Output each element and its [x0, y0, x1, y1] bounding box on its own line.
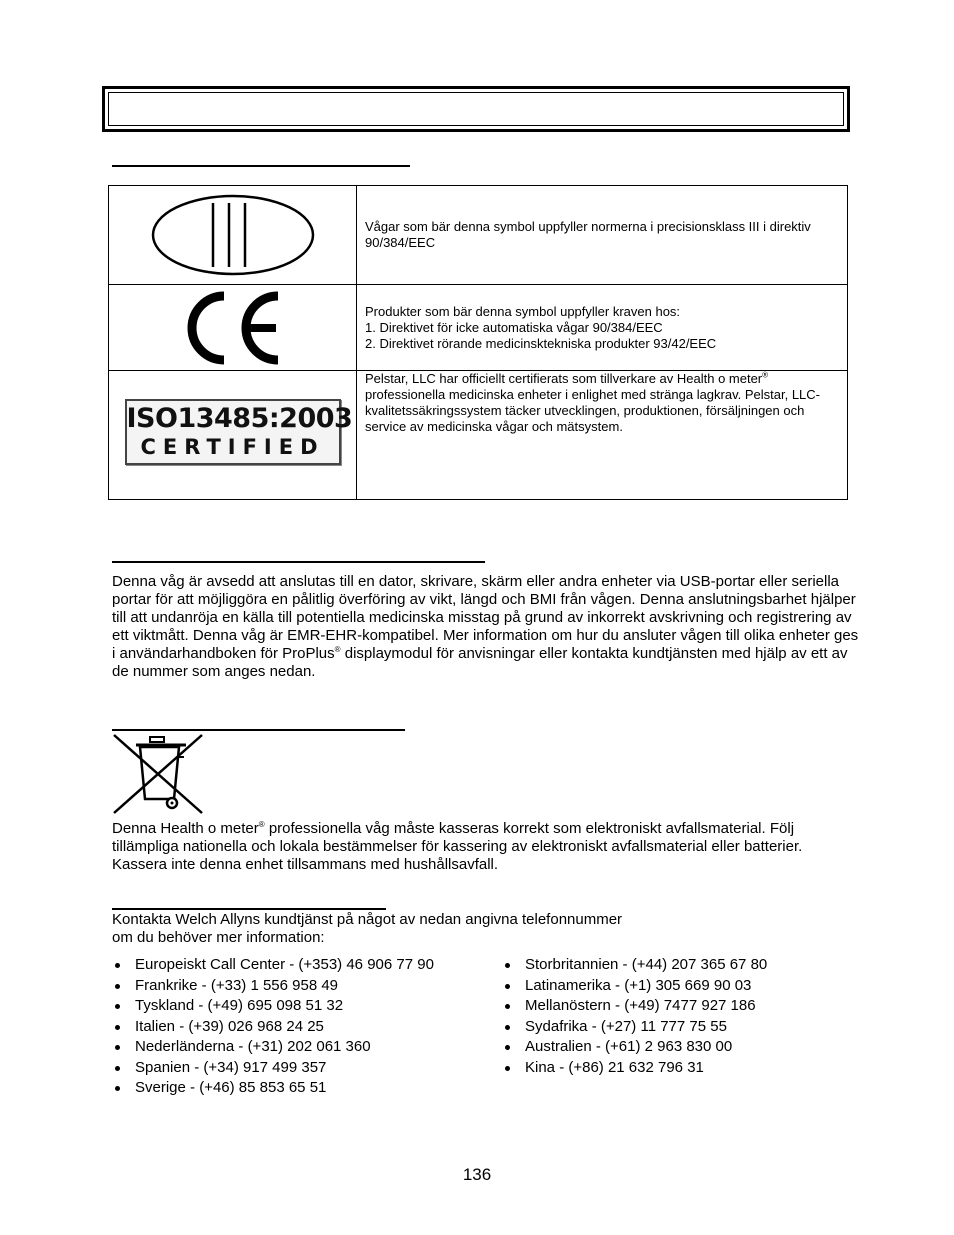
registered-mark: ®: [334, 645, 341, 654]
list-item: Sydafrika - (+27) 11 777 75 55: [502, 1017, 767, 1038]
section-heading-rule-symbols: [112, 165, 410, 167]
connectivity-text: displaymodul för anvisningar eller kontakta kundtjänsten med hjälp av ett av de nummer som anges nedan.: [112, 645, 848, 680]
list-item: Sverige - (+46) 85 853 65 51: [112, 1078, 434, 1099]
symbol-description-line: Vågar som bär denna symbol uppfyller normerna i precisionsklass III i direktiv 90/384/EEC: [365, 219, 811, 250]
symbol-description-text: professionella medicinska enheter i enlighet med stränga lagkrav. Pelstar, LLC-kvalitetssäkringssystem täcker utvecklingen, produktionen, försäljningen och service av medicinska vågar och mätsystem.: [365, 387, 820, 434]
table-row: [109, 285, 848, 371]
ce-mark-icon: [178, 290, 288, 366]
list-item: Europeiskt Call Center - (+353) 46 906 77 90: [112, 955, 434, 976]
symbol-description-line: 2. Direktivet rörande medicinsktekniska produkter 93/42/EEC: [365, 335, 717, 351]
connectivity-text: Denna våg är avsedd att anslutas till en dator, skrivare, skärm eller andra enheter via USB-portar eller seriella portar för att möjliggöra en pålitlig överföring av vikt, längd och BMI från vågen. Denna anslutningsbarhet hjälper till att undanröja en källa till potentiella medicinska misstag på grund av inkorrekt avskrivning och registrering av ett viktmått. Denna våg är EMR-EHR-kompatibel. Mer information om hur du ansluter vågen till olika enheter ges i användarhandboken för ProPlus: [112, 573, 859, 662]
registered-mark: ®: [258, 820, 265, 829]
symbol-description: [357, 186, 848, 285]
section-heading-rule-contact: [112, 908, 386, 910]
symbol-cell: [109, 285, 357, 371]
contact-intro-line: Kontakta Welch Allyns kundtjänst på något av nedan angivna telefonnummer: [112, 911, 623, 928]
list-item: Frankrike - (+33) 1 556 958 49: [112, 976, 434, 997]
disposal-paragraph: [112, 820, 852, 874]
symbol-description: [357, 285, 848, 371]
symbol-description-text: Pelstar, LLC har officiellt certifierats som tillverkare av Health o meter: [365, 371, 763, 386]
page-number: 136: [462, 1165, 492, 1184]
disposal-text: Denna Health o meter: [112, 820, 259, 837]
symbol-description-line: 1. Direktivet för icke automatiska vågar 90/384/EEC: [365, 319, 663, 335]
section-heading-rule-connectivity: [112, 561, 485, 563]
crossed-out-wheelie-bin-icon: [112, 733, 206, 815]
list-item: Nederländerna - (+31) 202 061 360: [112, 1037, 434, 1058]
iso-certified-icon: [125, 399, 353, 465]
section-heading-rule-disposal: [112, 729, 405, 731]
iso-certified-bottom-text: CERTIFIED: [140, 435, 325, 459]
list-item: Spanien - (+34) 917 499 357: [112, 1058, 434, 1079]
list-item: Storbritannien - (+44) 207 365 67 80: [502, 955, 767, 976]
list-item: Mellanöstern - (+49) 7477 927 186: [502, 996, 767, 1017]
disposal-text: professionella våg måste kasseras korrekt som elektroniskt avfallsmaterial. Följ tillämpliga nationella och lokala bestämmelser för kassering av elektroniskt avfallsmaterial eller batterier. Kassera inte denna enhet tillsammans med hushållsavfall.: [112, 820, 803, 873]
symbol-cell: [109, 371, 357, 500]
contact-intro-line: om du behöver mer information:: [112, 929, 325, 946]
contact-list-left: [112, 955, 434, 1099]
iso-certified-top-text: ISO13485:2003: [126, 403, 353, 434]
accuracy-class-iii-icon: [150, 193, 316, 277]
contact-list-right: [502, 955, 767, 1078]
contact-intro: [112, 911, 862, 947]
symbol-description: [357, 371, 848, 500]
table-row: [109, 186, 848, 285]
list-item: Kina - (+86) 21 632 796 31: [502, 1058, 767, 1079]
table-row: [109, 371, 848, 500]
list-item: Australien - (+61) 2 963 830 00: [502, 1037, 767, 1058]
list-item: Latinamerika - (+1) 305 669 90 03: [502, 976, 767, 997]
symbol-description-line: Produkter som bär denna symbol uppfyller kraven hos:: [365, 303, 681, 319]
symbol-cell: [109, 186, 357, 285]
connectivity-paragraph: [112, 573, 862, 681]
page-title-box: [102, 86, 850, 132]
symbols-table: [108, 185, 848, 500]
registered-mark: ®: [762, 370, 769, 380]
list-item: Tyskland - (+49) 695 098 51 32: [112, 996, 434, 1017]
list-item: Italien - (+39) 026 968 24 25: [112, 1017, 434, 1038]
